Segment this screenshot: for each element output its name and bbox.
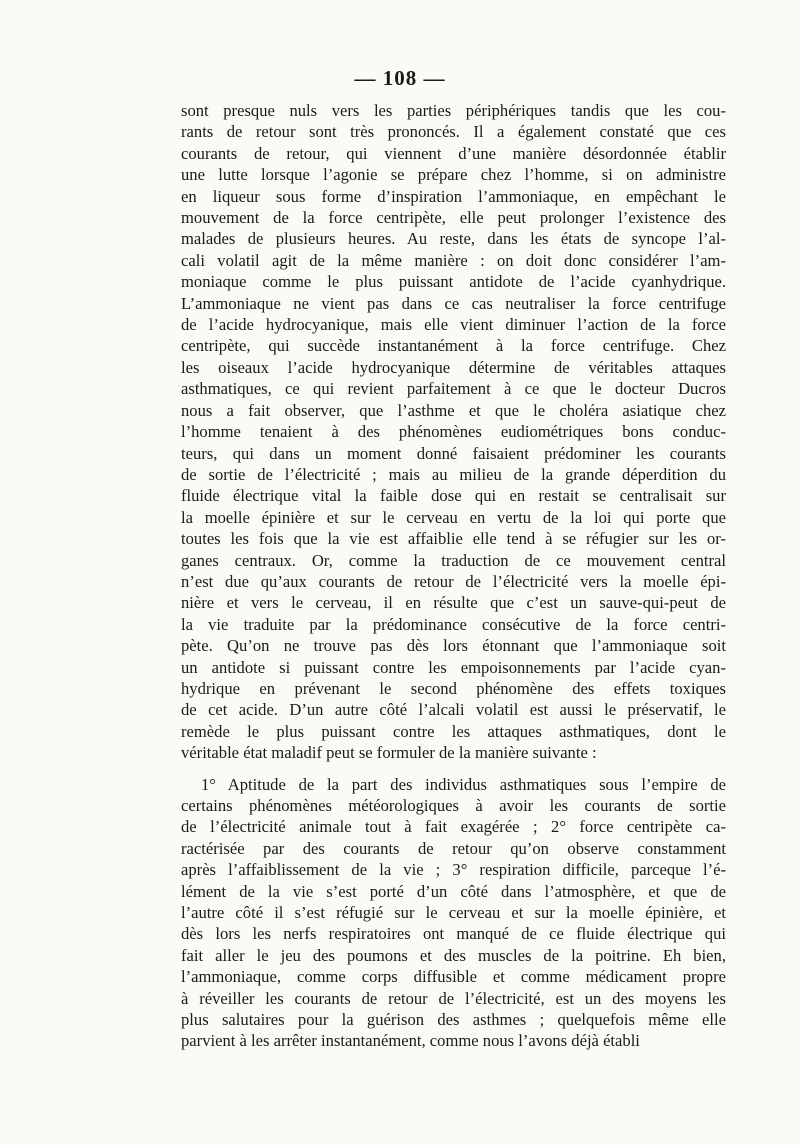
text-line: nous a fait observer, que l’asthme et que le choléra asiatique chez — [181, 400, 726, 420]
text-line: mouvement de la force centripète, elle peut prolonger l’existence des — [181, 208, 726, 228]
text-line: ganes centraux. Or, comme la traduction de ce mouvement central — [181, 550, 726, 570]
text-line: lément de la vie s’est porté d’un côté dans l’atmosphère, et que de — [181, 881, 726, 901]
text-line: pète. Qu’on ne trouve pas dès lors étonnant que l’ammoniaque soit — [181, 636, 726, 656]
text-line: de l’électricité animale tout à fait exagérée ; 2° force centripète ca- — [181, 817, 726, 837]
text-line: véritable état maladif peut se formuler de la manière suivante : — [181, 743, 597, 763]
text-line: l’ammoniaque, comme corps diffusible et comme médicament propre — [181, 967, 726, 987]
text-line: sont presque nuls vers les parties périphériques tandis que les cou- — [181, 101, 726, 120]
text-line: fluide électrique vital la faible dose qui en restait se centralisait sur — [181, 486, 726, 506]
text-line: dès lors les nerfs respiratoires ont manqué de ce fluide électrique qui — [181, 924, 726, 944]
text-line: l’autre côté il s’est réfugié sur le cerveau et sur la moelle épinière, et — [181, 903, 726, 923]
text-line: les oiseaux l’acide hydrocyanique détermine de véritables attaques — [181, 357, 726, 377]
text-line: asthmatiques, ce qui revient parfaitement à ce que le docteur Ducros — [181, 379, 726, 399]
paragraph-gap — [181, 764, 726, 774]
text-line: rants de retour sont très prononcés. Il a également constaté que ces — [181, 122, 726, 142]
body-text — [181, 100, 726, 1052]
text-line: L’ammoniaque ne vient pas dans ce cas neutraliser la force centrifuge — [181, 293, 726, 313]
text-line: courants de retour, qui viennent d’une manière désordonnée établir — [181, 143, 726, 163]
text-line: teurs, qui dans un moment donné faisaient prédominer les courants — [181, 443, 726, 463]
text-line: plus salutaires pour la guérison des asthmes ; quelquefois même elle — [181, 1010, 726, 1030]
text-line: la moelle épinière et sur le cerveau en vertu de la loi qui porte que — [181, 507, 726, 527]
text-line: n’est due qu’aux courants de retour de l’électricité vers la moelle épi- — [181, 571, 726, 591]
text-line: nière et vers le cerveau, il en résulte que c’est un sauve-qui-peut de — [181, 593, 726, 613]
text-line: remède le plus puissant contre les attaques asthmatiques, dont le — [181, 721, 726, 741]
text-line: de sortie de l’électricité ; mais au milieu de la grande déperdition du — [181, 464, 726, 484]
text-line: ractérisée par des courants de retour qu’on observe constamment — [181, 838, 726, 858]
paragraph — [181, 100, 726, 764]
text-line: certains phénomènes météorologiques à avoir les courants de sortie — [181, 796, 726, 815]
text-line: de l’acide hydrocyanique, mais elle vient diminuer l’action de la force — [181, 315, 726, 335]
text-line: parvient à les arrêter instantanément, comme nous l’avons déjà établi — [181, 1031, 640, 1051]
text-line: hydrique en prévenant le second phénomène des effets toxiques — [181, 678, 726, 698]
text-line: à réveiller les courants de retour de l’électricité, est un des moyens les — [181, 988, 726, 1008]
text-line: 1° Aptitude de la part des individus asthmatiques sous l’empire de — [201, 774, 726, 794]
text-line: cali volatil agit de la même manière : on doit donc considérer l’am- — [181, 250, 726, 270]
text-line: après l’affaiblissement de la vie ; 3° respiration difficile, parceque l’é- — [181, 860, 726, 880]
paragraph — [181, 774, 726, 1052]
text-line: la vie traduite par la prédominance consécutive de la force centri- — [181, 614, 726, 634]
text-line: toutes les fois que la vie est affaiblie elle tend à se réfugier sur les or- — [181, 529, 726, 549]
text-line: une lutte lorsque l’agonie se prépare chez l’homme, si on administre — [181, 165, 726, 185]
text-line: centripète, qui succède instantanément à la force centrifuge. Chez — [181, 336, 726, 356]
text-line: l’homme tenaient à des phénomènes eudiométriques bons conduc- — [181, 422, 726, 442]
text-line: en liqueur sous forme d’inspiration l’ammoniaque, en empêchant le — [181, 186, 726, 206]
text-line: malades de plusieurs heures. Au reste, dans les états de syncope l’al- — [181, 229, 726, 249]
text-line: fait aller le jeu des poumons et des muscles de la poitrine. Eh bien, — [181, 945, 726, 965]
text-line: de cet acide. D’un autre côté l’alcali volatil est aussi le préservatif, le — [181, 700, 726, 720]
text-line: un antidote si puissant contre les empoisonnements par l’acide cyan- — [181, 657, 726, 677]
text-line: moniaque comme le plus puissant antidote de l’acide cyanhydrique. — [181, 272, 726, 292]
page-number: — 108 — — [354, 66, 446, 90]
